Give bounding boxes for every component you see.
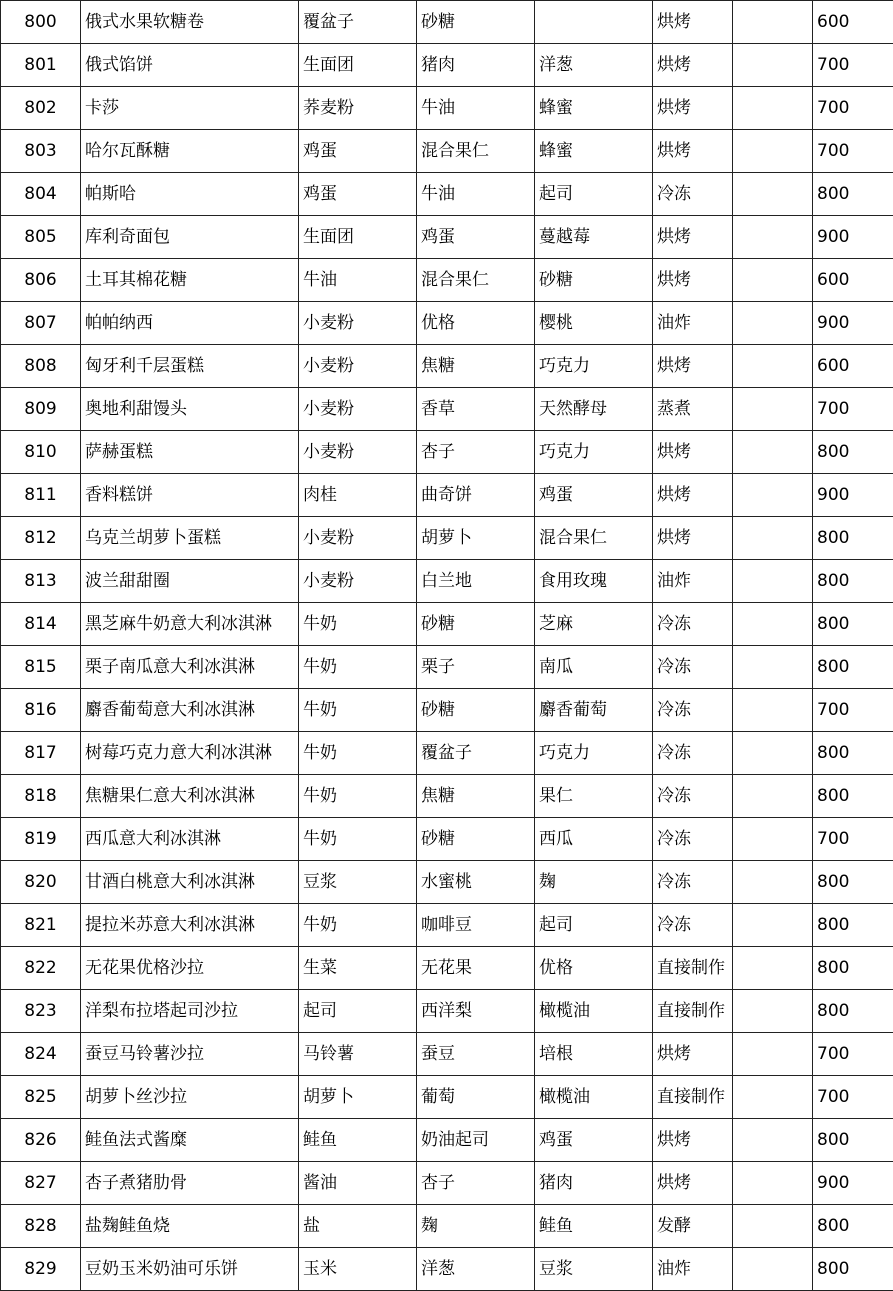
recipe-name-cell: 栗子南瓜意大利冰淇淋 — [81, 646, 299, 689]
table-row — [1, 732, 893, 775]
ingredient-1-cell: 牛奶 — [299, 904, 417, 947]
ingredient-3-cell: 洋葱 — [535, 44, 653, 87]
value-cell: 800 — [813, 173, 893, 216]
recipe-id-cell: 810 — [1, 431, 81, 474]
recipe-id-cell: 805 — [1, 216, 81, 259]
empty-cell — [733, 517, 813, 560]
value-cell: 900 — [813, 216, 893, 259]
table-row — [1, 259, 893, 302]
ingredient-3-cell: 鸡蛋 — [535, 1119, 653, 1162]
value-cell: 800 — [813, 1119, 893, 1162]
empty-cell — [733, 173, 813, 216]
ingredient-2-cell: 优格 — [417, 302, 535, 345]
recipe-id-cell: 814 — [1, 603, 81, 646]
recipe-name-cell: 萨赫蛋糕 — [81, 431, 299, 474]
cooking-method-cell: 冷冻 — [653, 689, 733, 732]
table-row — [1, 1033, 893, 1076]
ingredient-2-cell: 蚕豆 — [417, 1033, 535, 1076]
recipe-id-cell: 819 — [1, 818, 81, 861]
ingredient-3-cell: 南瓜 — [535, 646, 653, 689]
empty-cell — [733, 259, 813, 302]
recipe-name-cell: 甘酒白桃意大利冰淇淋 — [81, 861, 299, 904]
ingredient-2-cell: 曲奇饼 — [417, 474, 535, 517]
cooking-method-cell: 烘烤 — [653, 130, 733, 173]
ingredient-2-cell: 砂糖 — [417, 1, 535, 44]
recipe-name-cell: 无花果优格沙拉 — [81, 947, 299, 990]
ingredient-1-cell: 盐 — [299, 1205, 417, 1248]
table-row — [1, 345, 893, 388]
ingredient-1-cell: 豆浆 — [299, 861, 417, 904]
empty-cell — [733, 345, 813, 388]
recipe-name-cell: 豆奶玉米奶油可乐饼 — [81, 1248, 299, 1291]
table-row — [1, 517, 893, 560]
recipe-name-cell: 麝香葡萄意大利冰淇淋 — [81, 689, 299, 732]
ingredient-2-cell: 无花果 — [417, 947, 535, 990]
ingredient-1-cell: 酱油 — [299, 1162, 417, 1205]
ingredient-1-cell: 起司 — [299, 990, 417, 1033]
ingredient-1-cell: 牛奶 — [299, 818, 417, 861]
table-row — [1, 646, 893, 689]
recipe-name-cell: 卡莎 — [81, 87, 299, 130]
ingredient-2-cell: 砂糖 — [417, 818, 535, 861]
ingredient-1-cell: 生菜 — [299, 947, 417, 990]
recipe-name-cell: 焦糖果仁意大利冰淇淋 — [81, 775, 299, 818]
ingredient-1-cell: 牛奶 — [299, 603, 417, 646]
ingredient-3-cell: 培根 — [535, 1033, 653, 1076]
ingredient-3-cell: 蜂蜜 — [535, 130, 653, 173]
recipe-id-cell: 818 — [1, 775, 81, 818]
ingredient-3-cell: 麹 — [535, 861, 653, 904]
empty-cell — [733, 560, 813, 603]
empty-cell — [733, 818, 813, 861]
ingredient-1-cell: 生面团 — [299, 44, 417, 87]
cooking-method-cell: 发酵 — [653, 1205, 733, 1248]
value-cell: 700 — [813, 87, 893, 130]
table-row — [1, 173, 893, 216]
cooking-method-cell: 蒸煮 — [653, 388, 733, 431]
cooking-method-cell: 烘烤 — [653, 1033, 733, 1076]
empty-cell — [733, 1205, 813, 1248]
empty-cell — [733, 302, 813, 345]
recipe-name-cell: 匈牙利千层蛋糕 — [81, 345, 299, 388]
empty-cell — [733, 603, 813, 646]
ingredient-1-cell: 玉米 — [299, 1248, 417, 1291]
value-cell: 800 — [813, 732, 893, 775]
table-row — [1, 904, 893, 947]
recipe-name-cell: 俄式馅饼 — [81, 44, 299, 87]
ingredient-3-cell: 砂糖 — [535, 259, 653, 302]
empty-cell — [733, 130, 813, 173]
table-row — [1, 560, 893, 603]
ingredient-2-cell: 焦糖 — [417, 345, 535, 388]
table-row — [1, 775, 893, 818]
cooking-method-cell: 油炸 — [653, 560, 733, 603]
ingredient-3-cell: 巧克力 — [535, 345, 653, 388]
recipe-name-cell: 香料糕饼 — [81, 474, 299, 517]
ingredient-3-cell: 豆浆 — [535, 1248, 653, 1291]
table-row — [1, 44, 893, 87]
empty-cell — [733, 861, 813, 904]
ingredient-1-cell: 小麦粉 — [299, 345, 417, 388]
recipe-id-cell: 820 — [1, 861, 81, 904]
cooking-method-cell: 烘烤 — [653, 44, 733, 87]
ingredient-1-cell: 牛奶 — [299, 689, 417, 732]
recipe-name-cell: 蚕豆马铃薯沙拉 — [81, 1033, 299, 1076]
ingredient-3-cell: 起司 — [535, 904, 653, 947]
ingredient-2-cell: 栗子 — [417, 646, 535, 689]
recipe-name-cell: 树莓巧克力意大利冰淇淋 — [81, 732, 299, 775]
recipe-name-cell: 洋梨布拉塔起司沙拉 — [81, 990, 299, 1033]
recipe-id-cell: 813 — [1, 560, 81, 603]
ingredient-1-cell: 小麦粉 — [299, 560, 417, 603]
ingredient-1-cell: 小麦粉 — [299, 431, 417, 474]
value-cell: 900 — [813, 1162, 893, 1205]
table-row — [1, 130, 893, 173]
recipe-name-cell: 胡萝卜丝沙拉 — [81, 1076, 299, 1119]
cooking-method-cell: 冷冻 — [653, 732, 733, 775]
ingredient-2-cell: 混合果仁 — [417, 130, 535, 173]
value-cell: 600 — [813, 259, 893, 302]
table-row — [1, 388, 893, 431]
value-cell: 800 — [813, 517, 893, 560]
ingredient-2-cell: 覆盆子 — [417, 732, 535, 775]
table-row — [1, 947, 893, 990]
ingredient-3-cell: 鸡蛋 — [535, 474, 653, 517]
cooking-method-cell: 烘烤 — [653, 431, 733, 474]
ingredient-3-cell: 樱桃 — [535, 302, 653, 345]
recipe-id-cell: 822 — [1, 947, 81, 990]
value-cell: 900 — [813, 302, 893, 345]
ingredient-3-cell: 芝麻 — [535, 603, 653, 646]
cooking-method-cell: 烘烤 — [653, 345, 733, 388]
empty-cell — [733, 775, 813, 818]
ingredient-2-cell: 焦糖 — [417, 775, 535, 818]
recipe-id-cell: 826 — [1, 1119, 81, 1162]
cooking-method-cell: 冷冻 — [653, 904, 733, 947]
recipe-id-cell: 825 — [1, 1076, 81, 1119]
cooking-method-cell: 烘烤 — [653, 517, 733, 560]
value-cell: 800 — [813, 775, 893, 818]
cooking-method-cell: 烘烤 — [653, 1, 733, 44]
recipe-id-cell: 816 — [1, 689, 81, 732]
recipe-name-cell: 乌克兰胡萝卜蛋糕 — [81, 517, 299, 560]
recipe-name-cell: 波兰甜甜圈 — [81, 560, 299, 603]
cooking-method-cell: 冷冻 — [653, 775, 733, 818]
cooking-method-cell: 烘烤 — [653, 1162, 733, 1205]
recipe-name-cell: 库利奇面包 — [81, 216, 299, 259]
recipe-id-cell: 821 — [1, 904, 81, 947]
ingredient-1-cell: 牛油 — [299, 259, 417, 302]
value-cell: 800 — [813, 1248, 893, 1291]
cooking-method-cell: 烘烤 — [653, 216, 733, 259]
ingredient-3-cell: 橄榄油 — [535, 990, 653, 1033]
ingredient-3-cell — [535, 1, 653, 44]
cooking-method-cell: 冷冻 — [653, 861, 733, 904]
recipe-name-cell: 帕帕纳西 — [81, 302, 299, 345]
ingredient-2-cell: 混合果仁 — [417, 259, 535, 302]
empty-cell — [733, 646, 813, 689]
ingredient-1-cell: 荞麦粉 — [299, 87, 417, 130]
recipe-id-cell: 802 — [1, 87, 81, 130]
ingredient-2-cell: 咖啡豆 — [417, 904, 535, 947]
recipe-id-cell: 829 — [1, 1248, 81, 1291]
ingredient-1-cell: 牛奶 — [299, 732, 417, 775]
cooking-method-cell: 油炸 — [653, 302, 733, 345]
ingredient-3-cell: 巧克力 — [535, 732, 653, 775]
ingredient-2-cell: 杏子 — [417, 431, 535, 474]
cooking-method-cell: 冷冻 — [653, 818, 733, 861]
recipe-id-cell: 823 — [1, 990, 81, 1033]
recipe-name-cell: 土耳其棉花糖 — [81, 259, 299, 302]
ingredient-3-cell: 起司 — [535, 173, 653, 216]
empty-cell — [733, 388, 813, 431]
value-cell: 700 — [813, 130, 893, 173]
ingredient-1-cell: 马铃薯 — [299, 1033, 417, 1076]
recipe-name-cell: 俄式水果软糖卷 — [81, 1, 299, 44]
empty-cell — [733, 990, 813, 1033]
ingredient-2-cell: 砂糖 — [417, 603, 535, 646]
recipe-name-cell: 帕斯哈 — [81, 173, 299, 216]
recipe-name-cell: 黑芝麻牛奶意大利冰淇淋 — [81, 603, 299, 646]
empty-cell — [733, 1, 813, 44]
table-row — [1, 87, 893, 130]
ingredient-3-cell: 果仁 — [535, 775, 653, 818]
ingredient-1-cell: 牛奶 — [299, 646, 417, 689]
recipe-id-cell: 806 — [1, 259, 81, 302]
ingredient-2-cell: 砂糖 — [417, 689, 535, 732]
ingredient-3-cell: 西瓜 — [535, 818, 653, 861]
table-row — [1, 603, 893, 646]
recipe-id-cell: 815 — [1, 646, 81, 689]
table-row — [1, 1248, 893, 1291]
empty-cell — [733, 1162, 813, 1205]
cooking-method-cell: 冷冻 — [653, 646, 733, 689]
ingredient-3-cell: 食用玫瑰 — [535, 560, 653, 603]
value-cell: 700 — [813, 44, 893, 87]
ingredient-2-cell: 洋葱 — [417, 1248, 535, 1291]
recipe-id-cell: 827 — [1, 1162, 81, 1205]
recipe-name-cell: 盐麹鲑鱼烧 — [81, 1205, 299, 1248]
value-cell: 800 — [813, 990, 893, 1033]
ingredient-2-cell: 猪肉 — [417, 44, 535, 87]
cooking-method-cell: 冷冻 — [653, 173, 733, 216]
cooking-method-cell: 油炸 — [653, 1248, 733, 1291]
ingredient-3-cell: 天然酵母 — [535, 388, 653, 431]
cooking-method-cell: 烘烤 — [653, 259, 733, 302]
table-row — [1, 1119, 893, 1162]
ingredient-3-cell: 猪肉 — [535, 1162, 653, 1205]
table-row — [1, 216, 893, 259]
ingredient-1-cell: 胡萝卜 — [299, 1076, 417, 1119]
value-cell: 600 — [813, 345, 893, 388]
value-cell: 900 — [813, 474, 893, 517]
ingredient-1-cell: 生面团 — [299, 216, 417, 259]
table-row — [1, 474, 893, 517]
ingredient-1-cell: 鸡蛋 — [299, 130, 417, 173]
recipe-name-cell: 奥地利甜馒头 — [81, 388, 299, 431]
value-cell: 800 — [813, 947, 893, 990]
ingredient-2-cell: 水蜜桃 — [417, 861, 535, 904]
recipe-id-cell: 817 — [1, 732, 81, 775]
cooking-method-cell: 直接制作 — [653, 1076, 733, 1119]
recipe-id-cell: 812 — [1, 517, 81, 560]
ingredient-1-cell: 小麦粉 — [299, 517, 417, 560]
empty-cell — [733, 216, 813, 259]
empty-cell — [733, 44, 813, 87]
table-row — [1, 818, 893, 861]
cooking-method-cell: 烘烤 — [653, 87, 733, 130]
recipe-id-cell: 828 — [1, 1205, 81, 1248]
table-row — [1, 1, 893, 44]
ingredient-2-cell: 鸡蛋 — [417, 216, 535, 259]
ingredient-1-cell: 牛奶 — [299, 775, 417, 818]
value-cell: 800 — [813, 904, 893, 947]
ingredient-2-cell: 牛油 — [417, 87, 535, 130]
ingredient-3-cell: 混合果仁 — [535, 517, 653, 560]
ingredient-2-cell: 胡萝卜 — [417, 517, 535, 560]
empty-cell — [733, 474, 813, 517]
ingredient-2-cell: 白兰地 — [417, 560, 535, 603]
empty-cell — [733, 431, 813, 474]
empty-cell — [733, 947, 813, 990]
table-row — [1, 302, 893, 345]
recipe-id-cell: 811 — [1, 474, 81, 517]
ingredient-3-cell: 蔓越莓 — [535, 216, 653, 259]
ingredient-2-cell: 牛油 — [417, 173, 535, 216]
recipe-name-cell: 西瓜意大利冰淇淋 — [81, 818, 299, 861]
empty-cell — [733, 87, 813, 130]
cooking-method-cell: 冷冻 — [653, 603, 733, 646]
recipe-id-cell: 804 — [1, 173, 81, 216]
empty-cell — [733, 689, 813, 732]
empty-cell — [733, 1119, 813, 1162]
value-cell: 600 — [813, 1, 893, 44]
value-cell: 700 — [813, 689, 893, 732]
value-cell: 800 — [813, 603, 893, 646]
recipe-id-cell: 800 — [1, 1, 81, 44]
ingredient-2-cell: 香草 — [417, 388, 535, 431]
table-row — [1, 431, 893, 474]
ingredient-1-cell: 覆盆子 — [299, 1, 417, 44]
recipe-name-cell: 鲑鱼法式酱糜 — [81, 1119, 299, 1162]
value-cell: 700 — [813, 1033, 893, 1076]
table-row — [1, 689, 893, 732]
ingredient-3-cell: 优格 — [535, 947, 653, 990]
empty-cell — [733, 1033, 813, 1076]
cooking-method-cell: 烘烤 — [653, 1119, 733, 1162]
recipe-id-cell: 801 — [1, 44, 81, 87]
recipe-id-cell: 824 — [1, 1033, 81, 1076]
ingredient-3-cell: 鲑鱼 — [535, 1205, 653, 1248]
value-cell: 700 — [813, 818, 893, 861]
table-row — [1, 1205, 893, 1248]
ingredient-1-cell: 小麦粉 — [299, 302, 417, 345]
ingredient-3-cell: 麝香葡萄 — [535, 689, 653, 732]
recipe-id-cell: 808 — [1, 345, 81, 388]
recipe-name-cell: 杏子煮猪肋骨 — [81, 1162, 299, 1205]
ingredient-1-cell: 鸡蛋 — [299, 173, 417, 216]
value-cell: 800 — [813, 560, 893, 603]
table-row — [1, 990, 893, 1033]
ingredient-2-cell: 杏子 — [417, 1162, 535, 1205]
recipe-id-cell: 803 — [1, 130, 81, 173]
ingredient-2-cell: 麹 — [417, 1205, 535, 1248]
value-cell: 800 — [813, 861, 893, 904]
cooking-method-cell: 直接制作 — [653, 947, 733, 990]
ingredient-1-cell: 肉桂 — [299, 474, 417, 517]
value-cell: 800 — [813, 646, 893, 689]
empty-cell — [733, 1076, 813, 1119]
empty-cell — [733, 904, 813, 947]
recipe-name-cell: 哈尔瓦酥糖 — [81, 130, 299, 173]
cooking-method-cell: 直接制作 — [653, 990, 733, 1033]
value-cell: 700 — [813, 1076, 893, 1119]
table-row — [1, 1162, 893, 1205]
ingredient-2-cell: 奶油起司 — [417, 1119, 535, 1162]
ingredient-3-cell: 橄榄油 — [535, 1076, 653, 1119]
ingredient-3-cell: 巧克力 — [535, 431, 653, 474]
value-cell: 800 — [813, 1205, 893, 1248]
value-cell: 800 — [813, 431, 893, 474]
ingredient-1-cell: 鲑鱼 — [299, 1119, 417, 1162]
empty-cell — [733, 732, 813, 775]
ingredient-2-cell: 葡萄 — [417, 1076, 535, 1119]
table-row — [1, 861, 893, 904]
ingredient-1-cell: 小麦粉 — [299, 388, 417, 431]
table-row — [1, 1076, 893, 1119]
ingredient-3-cell: 蜂蜜 — [535, 87, 653, 130]
table-body — [1, 1, 893, 1291]
cooking-method-cell: 烘烤 — [653, 474, 733, 517]
empty-cell — [733, 1248, 813, 1291]
recipe-id-cell: 809 — [1, 388, 81, 431]
recipe-name-cell: 提拉米苏意大利冰淇淋 — [81, 904, 299, 947]
ingredient-2-cell: 西洋梨 — [417, 990, 535, 1033]
value-cell: 700 — [813, 388, 893, 431]
recipe-id-cell: 807 — [1, 302, 81, 345]
